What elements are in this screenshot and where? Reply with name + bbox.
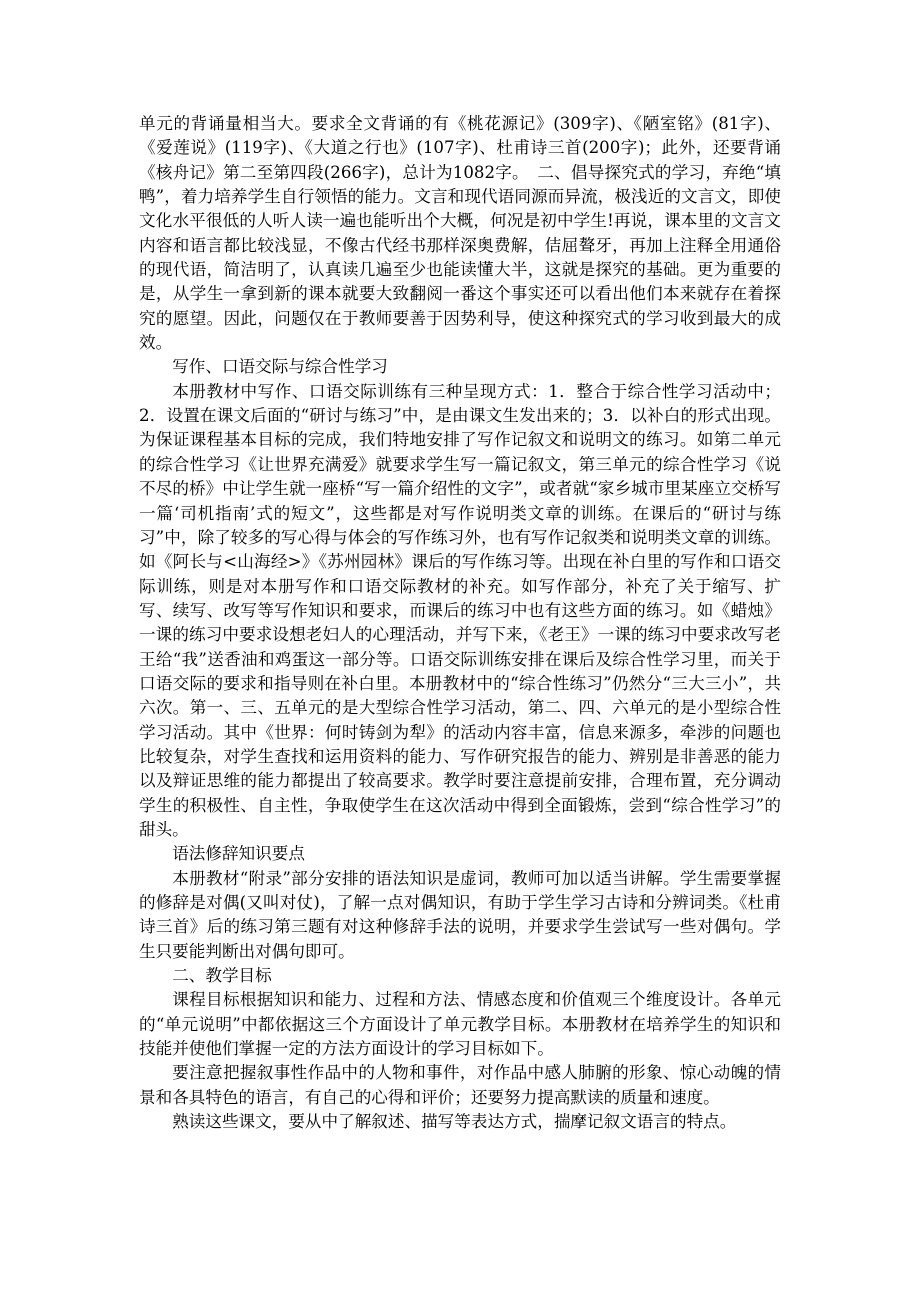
paragraph-narrative-works: 要注意把握叙事性作品中的人物和事件，对作品中感人肺腑的形象、惊心动魄的情景和各具特色的语言，有自己的心得和评价；还要努力提高默读的质量和速度。 (139, 1063, 781, 1107)
paragraph-recitation-and-inquiry: 单元的背诵量相当大。要求全文背诵的有《桃花源记》(309字)、《陋室铭》(81字)、《爱莲说》(119字)、《大道之行也》(107字)、杜甫诗三首(200字)；此外，还要背诵《核舟记》第二至第四段(266字)，总计为1082字。 二、倡导探究式的学习，弃绝“填鸭”，着力培养学生自行领悟的能力。文言和现代语同源而异流，极浅近的文言文，即使文化水平很低的人听人读一遍也能听出个大概，何况是初中学生!再说，课本里的文言文内容和语言都比较浅显，不像古代经书那样深奥费解，佶屈聱牙，再加上注释全用通俗的现代语，简洁明了，认真读几遍至少也能读懂大半，这就是探究的基础。更为重要的是，从学生一拿到新的课本就要大致翻阅一番这个事实还可以看出他们本来就存在着探究的愿望。因此，问题仅在于教师要善于因势利导，使这种探究式的学习收到最大的成效。 (139, 114, 781, 353)
section-heading-grammar-rhetoric: 语法修辞知识要点 (172, 844, 305, 864)
document-body (139, 112, 781, 1134)
paragraph-writing-speaking: 本册教材中写作、口语交际训练有三种呈现方式：1．整合于综合性学习活动中；2．设置在课文后面的“研讨与练习”中，是由课文生发出来的；3．以补白的形式出现。为保证课程基本目标的完成，我们特地安排了写作记叙文和说明文的练习。如第二单元的综合性学习《让世界充满爱》就要求学生写一篇记叙文，第三单元的综合性学习《说不尽的桥》中让学生就一座桥“写一篇介绍性的文字”，或者就“家乡城市里某座立交桥写一篇‘司机指南’式的短文”，这些都是对写作说明类文章的训练。在课后的“研讨与练习”中，除了较多的写心得与体会的写作练习外，也有写作记叙类和说明类文章的训练。如《阿长与<山海经>》《苏州园林》课后的写作练习等。出现在补白里的写作和口语交际训练，则是对本册写作和口语交际教材的补充。如写作部分，补充了关于缩写、扩写、续写、改写等写作知识和要求，而课后的练习中也有这些方面的练习。如《蜡烛》一课的练习中要求设想老妇人的心理活动，并写下来，《老王》一课的练习中要求改写老王给“我”送香油和鸡蛋这一部分等。口语交际训练安排在课后及综合性学习里，而关于口语交际的要求和指导则在补白里。本册教材中的“综合性练习”仍然分“三大三小”，共六次。第一、三、五单元的是大型综合性学习活动，第二、四、六单元的是小型综合性学习活动。其中《世界：何时铸剑为犁》的活动内容丰富，信息来源多，牵涉的问题也比较复杂，对学生查找和运用资料的能力、写作研究报告的能力、辨别是非善恶的能力以及辩证思维的能力都提出了较高要求。教学时要注意提前安排，合理布置，充分调动学生的积极性、自主性，争取使学生在这次活动中得到全面锻炼，尝到“综合性学习”的甜头。 (139, 381, 781, 839)
paragraph-grammar-rhetoric: 本册教材“附录”部分安排的语法知识是虚词，教师可加以适当讲解。学生需要掌握的修辞是对偶(又叫对仗)，了解一点对偶知识，有助于学生学习古诗和分辨词类。《杜甫诗三首》后的练习第三题有对这种修辞手法的说明，并要求学生尝试写一些对偶句。学生只要能判断出对偶句即可。 (139, 868, 781, 961)
paragraph-expression-methods: 熟读这些课文，要从中了解叙述、描写等表达方式，揣摩记叙文语言的特点。 (172, 1112, 737, 1132)
section-heading-writing-speaking: 写作、口语交际与综合性学习 (172, 357, 388, 377)
section-heading-teaching-goals: 二、教学目标 (172, 966, 272, 986)
paragraph-teaching-goals: 课程目标根据知识和能力、过程和方法、情感态度和价值观三个维度设计。各单元的“单元说明”中都依据这三个方面设计了单元教学目标。本册教材在培养学生的知识和技能并使他们掌握一定的方法方面设计的学习目标如下。 (139, 990, 781, 1059)
